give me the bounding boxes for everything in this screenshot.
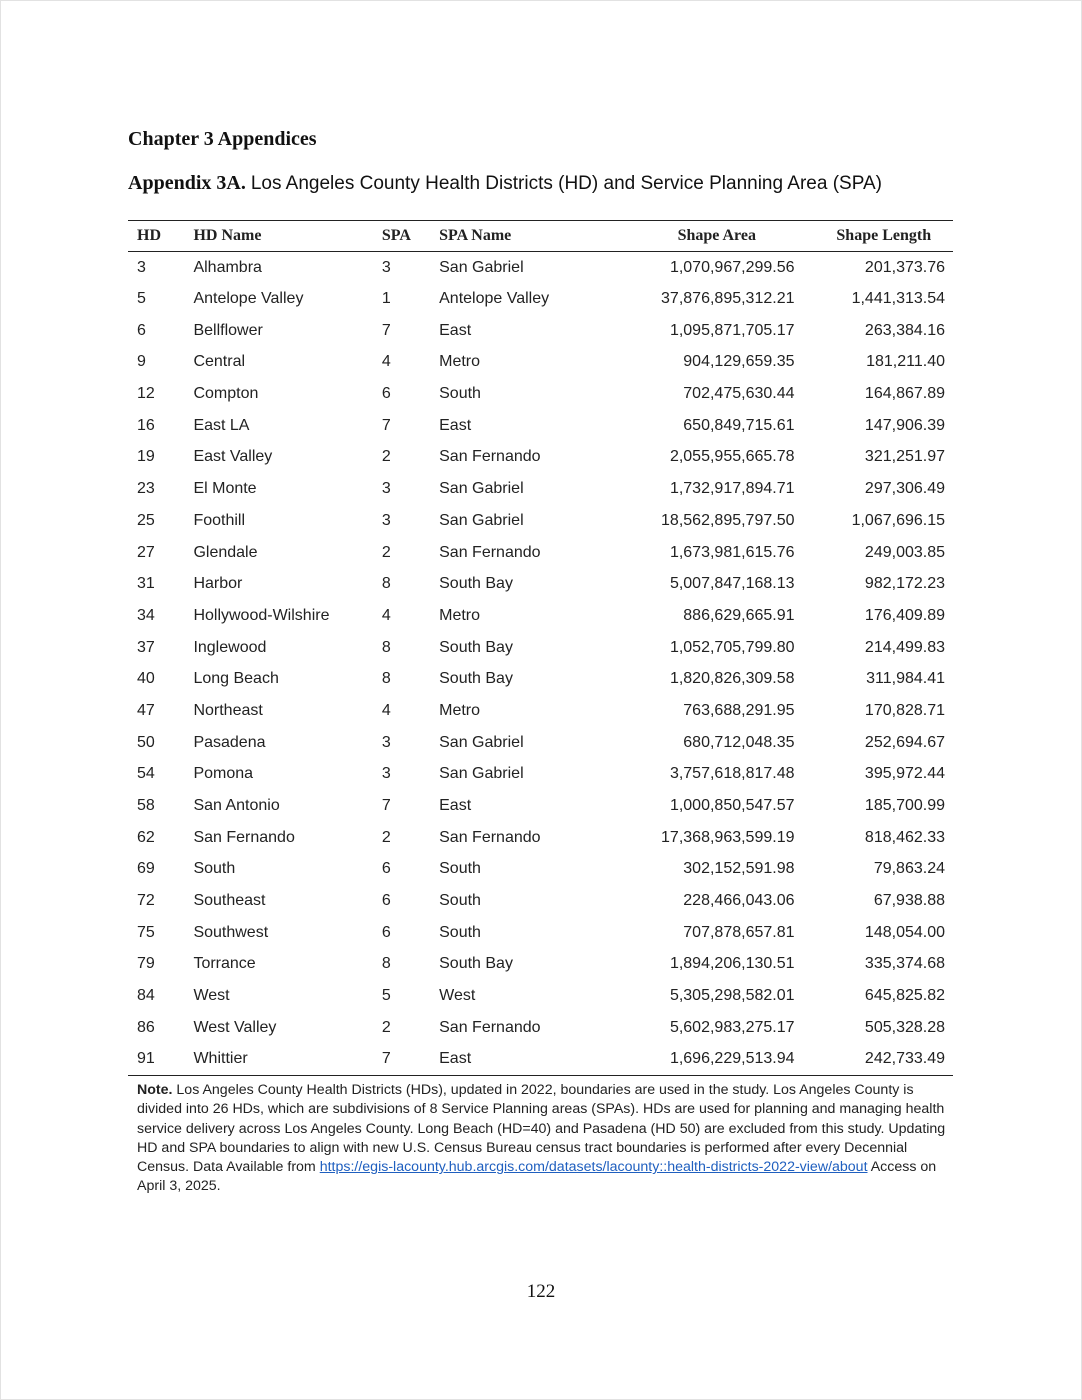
cell-shape-length: 335,374.68 [864, 955, 945, 973]
cell-shape-area: 650,849,715.61 [683, 416, 795, 434]
cell-spa: 8 [381, 955, 391, 973]
header-shape-area: Shape Area [677, 227, 756, 244]
cell-hd: 91 [137, 1050, 155, 1068]
table-row [128, 347, 953, 379]
cell-hd: 23 [137, 480, 155, 498]
cell-shape-area: 1,070,967,299.56 [669, 258, 795, 276]
cell-shape-length: 79,863.24 [873, 860, 945, 878]
cell-shape-length: 181,211.40 [866, 353, 945, 371]
cell-spa-name: Antelope Valley [439, 290, 550, 308]
table-header-row [128, 221, 953, 252]
data-source-link[interactable]: https://egis-lacounty.hub.arcgis.com/datasets/lacounty::health-districts-2022-view/about [319, 1159, 868, 1176]
cell-shape-area: 680,712,048.35 [683, 733, 795, 751]
table-row [128, 442, 953, 474]
cell-shape-area: 17,368,963,599.19 [661, 828, 795, 846]
cell-hd: 27 [137, 543, 155, 561]
cell-hd-name: Hollywood-Wilshire [193, 606, 330, 624]
cell-spa-name: South [439, 923, 481, 941]
cell-hd-name: Central [193, 353, 246, 371]
cell-spa-name: South Bay [439, 575, 513, 593]
cell-hd-name: West Valley [193, 1018, 277, 1036]
table-row [128, 759, 953, 791]
cell-hd-name: Antelope Valley [193, 290, 304, 308]
cell-shape-length: 311,984.41 [866, 670, 945, 688]
cell-hd-name: Southwest [193, 923, 269, 941]
cell-shape-area: 2,055,955,665.78 [669, 448, 795, 466]
cell-spa-name: South Bay [439, 670, 513, 688]
cell-hd: 25 [137, 511, 155, 529]
cell-spa: 8 [381, 638, 391, 656]
cell-hd: 31 [137, 575, 155, 593]
cell-hd-name: East Valley [193, 448, 273, 466]
cell-shape-length: 67,938.88 [873, 892, 945, 910]
note-access-date: Access on April 3, 2025. [137, 1159, 937, 1195]
cell-shape-length: 185,700.99 [864, 797, 945, 815]
cell-shape-length: 176,409.89 [864, 606, 945, 624]
cell-hd: 12 [137, 385, 155, 403]
cell-shape-area: 228,466,043.06 [683, 892, 795, 910]
cell-spa-name: South [439, 892, 481, 910]
header-spa: SPA [381, 227, 411, 244]
cell-spa: 4 [381, 606, 391, 624]
cell-hd-name: Glendale [193, 543, 258, 561]
cell-hd-name: Long Beach [193, 670, 279, 688]
cell-shape-length: 395,972.44 [864, 765, 945, 783]
cell-hd: 86 [137, 1018, 155, 1036]
table-note [137, 1081, 947, 1197]
cell-shape-area: 18,562,895,797.50 [661, 511, 795, 529]
cell-spa-name: San Gabriel [439, 258, 524, 276]
cell-spa-name: South Bay [439, 638, 513, 656]
cell-shape-length: 263,384.16 [864, 321, 945, 339]
cell-hd-name: Southeast [193, 892, 266, 910]
cell-hd-name: Bellflower [193, 321, 263, 339]
cell-shape-area: 1,820,826,309.58 [669, 670, 795, 688]
table-row [128, 505, 953, 537]
cell-hd: 84 [137, 987, 155, 1005]
cell-spa-name: East [439, 416, 472, 434]
cell-shape-length: 164,867.89 [864, 385, 945, 403]
cell-hd: 37 [137, 638, 155, 656]
cell-hd: 79 [137, 955, 155, 973]
cell-spa: 4 [381, 701, 391, 719]
cell-hd: 34 [137, 606, 155, 624]
cell-spa: 3 [381, 258, 391, 276]
cell-spa: 1 [381, 290, 391, 308]
cell-shape-area: 904,129,659.35 [683, 353, 795, 371]
table-row [128, 822, 953, 854]
table-row [128, 600, 953, 632]
appendix-title-text: Los Angeles County Health Districts (HD) and Service Planning Area (SPA) [250, 173, 882, 194]
cell-shape-length: 321,251.97 [864, 448, 945, 466]
cell-shape-area: 1,696,229,513.94 [669, 1050, 795, 1068]
cell-hd: 9 [137, 353, 146, 371]
cell-spa: 5 [381, 987, 391, 1005]
cell-hd: 6 [137, 321, 146, 339]
cell-spa: 7 [381, 416, 391, 434]
cell-hd: 19 [137, 448, 155, 466]
cell-shape-area: 1,673,981,615.76 [669, 543, 795, 561]
cell-shape-area: 1,894,206,130.51 [669, 955, 795, 973]
table-row [128, 885, 953, 917]
header-spa-name: SPA Name [439, 227, 512, 244]
cell-shape-length: 242,733.49 [864, 1050, 945, 1068]
cell-spa: 3 [381, 480, 391, 498]
cell-hd: 62 [137, 828, 155, 846]
cell-hd: 50 [137, 733, 155, 751]
cell-spa: 2 [381, 543, 391, 561]
table-row [128, 1044, 953, 1076]
cell-shape-area: 1,732,917,894.71 [669, 480, 795, 498]
cell-spa: 2 [381, 448, 391, 466]
cell-spa: 6 [381, 860, 391, 878]
table-row [128, 854, 953, 886]
cell-hd-name: West [193, 987, 230, 1005]
cell-shape-area: 886,629,665.91 [683, 606, 795, 624]
appendix-label: Appendix 3A. [128, 172, 246, 194]
cell-shape-length: 252,694.67 [864, 733, 945, 751]
cell-hd-name: Whittier [193, 1050, 248, 1068]
cell-hd: 3 [137, 258, 146, 276]
cell-spa-name: East [439, 797, 472, 815]
cell-spa: 8 [381, 575, 391, 593]
table-row [128, 252, 953, 284]
cell-spa: 3 [381, 511, 391, 529]
header-hd: HD [137, 227, 161, 244]
cell-hd-name: Northeast [193, 701, 263, 719]
table-row [128, 790, 953, 822]
cell-shape-area: 1,000,850,547.57 [669, 797, 795, 815]
cell-hd: 47 [137, 701, 155, 719]
cell-hd-name: Harbor [193, 575, 243, 593]
cell-shape-length: 645,825.82 [864, 987, 945, 1005]
cell-hd: 5 [137, 290, 146, 308]
cell-spa: 8 [381, 670, 391, 688]
cell-spa-name: San Fernando [439, 448, 541, 466]
cell-hd-name: San Antonio [193, 797, 280, 815]
table-row [128, 917, 953, 949]
cell-spa-name: Metro [439, 353, 481, 371]
table-row [128, 410, 953, 442]
cell-hd-name: Inglewood [193, 638, 267, 656]
cell-spa-name: West [439, 987, 476, 1005]
cell-shape-area: 37,876,895,312.21 [661, 290, 795, 308]
header-hd-name: HD Name [193, 227, 262, 244]
cell-spa: 6 [381, 385, 391, 403]
cell-hd: 40 [137, 670, 155, 688]
table-row [128, 949, 953, 981]
cell-hd-name: Compton [193, 385, 259, 403]
cell-shape-length: 818,462.33 [864, 828, 945, 846]
cell-shape-area: 3,757,618,817.48 [669, 765, 795, 783]
health-districts-table [128, 220, 953, 1076]
cell-shape-length: 214,499.83 [864, 638, 945, 656]
cell-hd-name: El Monte [193, 480, 257, 498]
cell-spa-name: East [439, 321, 472, 339]
cell-spa-name: San Fernando [439, 1018, 541, 1036]
cell-shape-length: 1,067,696.15 [851, 511, 945, 529]
chapter-title: Chapter 3 Appendices [128, 128, 317, 150]
cell-shape-length: 170,828.71 [864, 701, 945, 719]
cell-spa: 7 [381, 321, 391, 339]
cell-spa: 6 [381, 892, 391, 910]
cell-hd-name: South [193, 860, 236, 878]
cell-hd: 58 [137, 797, 155, 815]
cell-shape-length: 297,306.49 [864, 480, 945, 498]
cell-hd: 16 [137, 416, 155, 434]
cell-shape-area: 5,007,847,168.13 [669, 575, 795, 593]
appendix-title [128, 172, 882, 195]
cell-shape-length: 201,373.76 [864, 258, 945, 276]
table-body [128, 252, 953, 1076]
cell-hd: 54 [137, 765, 155, 783]
cell-shape-area: 707,878,657.81 [683, 923, 795, 941]
cell-hd-name: Pomona [193, 765, 254, 783]
cell-spa: 3 [381, 765, 391, 783]
cell-spa-name: San Gabriel [439, 733, 524, 751]
cell-spa: 4 [381, 353, 391, 371]
cell-spa-name: South Bay [439, 955, 513, 973]
cell-spa-name: San Fernando [439, 828, 541, 846]
header-shape-length: Shape Length [836, 227, 932, 244]
cell-hd-name: San Fernando [193, 828, 295, 846]
cell-spa: 3 [381, 733, 391, 751]
cell-spa: 2 [381, 828, 391, 846]
cell-hd-name: East LA [193, 416, 250, 434]
cell-shape-area: 702,475,630.44 [683, 385, 795, 403]
cell-shape-length: 982,172.23 [864, 575, 945, 593]
table-row [128, 663, 953, 695]
note-label: Note. [137, 1082, 173, 1098]
cell-shape-area: 5,602,983,275.17 [669, 1018, 795, 1036]
table-row [128, 980, 953, 1012]
cell-hd: 69 [137, 860, 155, 878]
cell-shape-area: 302,152,591.98 [683, 860, 795, 878]
cell-shape-length: 505,328.28 [864, 1018, 945, 1036]
cell-shape-area: 1,095,871,705.17 [669, 321, 795, 339]
cell-shape-length: 148,054.00 [864, 923, 945, 941]
cell-spa-name: San Gabriel [439, 511, 524, 529]
page-number: 122 [526, 1281, 556, 1302]
note-text: Los Angeles County Health Districts (HDs), updated in 2022, boundaries are used in the study. Los Angeles County is divided into 26 HDs, which are subdivisions of 8 Service Planning areas (SPAs). HDs are used for planning and managing health service delivery across Los Angeles County. Long Beach (HD=40) and Pasadena (HD 50) are excluded from this study. Updating HD and SPA boundaries to align with new U.S. Census Bureau census tract boundaries is performed after every Decennial Census. Data Available from [137, 1082, 946, 1176]
table-row [128, 378, 953, 410]
cell-shape-area: 763,688,291.95 [683, 701, 795, 719]
cell-shape-length: 249,003.85 [864, 543, 945, 561]
table-row [128, 315, 953, 347]
cell-hd: 72 [137, 892, 155, 910]
cell-spa: 6 [381, 923, 391, 941]
cell-shape-area: 5,305,298,582.01 [669, 987, 795, 1005]
cell-spa: 7 [381, 1050, 391, 1068]
cell-spa-name: South [439, 860, 481, 878]
cell-hd-name: Pasadena [193, 733, 266, 751]
cell-spa: 2 [381, 1018, 391, 1036]
cell-shape-length: 147,906.39 [864, 416, 945, 434]
table-row [128, 1012, 953, 1044]
table-row [128, 727, 953, 759]
cell-shape-length: 1,441,313.54 [851, 290, 945, 308]
cell-spa-name: San Gabriel [439, 480, 524, 498]
table-row [128, 632, 953, 664]
table-row [128, 537, 953, 569]
cell-hd-name: Alhambra [193, 258, 262, 276]
cell-spa-name: Metro [439, 606, 481, 624]
table-row [128, 283, 953, 315]
cell-spa-name: Metro [439, 701, 481, 719]
table-row [128, 568, 953, 600]
cell-hd: 75 [137, 923, 155, 941]
table-row [128, 695, 953, 727]
cell-spa-name: South [439, 385, 481, 403]
cell-hd-name: Torrance [193, 955, 256, 973]
table-row [128, 473, 953, 505]
cell-spa-name: San Gabriel [439, 765, 524, 783]
cell-hd-name: Foothill [193, 511, 246, 529]
cell-spa-name: East [439, 1050, 472, 1068]
table-header [128, 221, 953, 252]
cell-spa: 7 [381, 797, 391, 815]
cell-spa-name: San Fernando [439, 543, 541, 561]
cell-shape-area: 1,052,705,799.80 [669, 638, 795, 656]
